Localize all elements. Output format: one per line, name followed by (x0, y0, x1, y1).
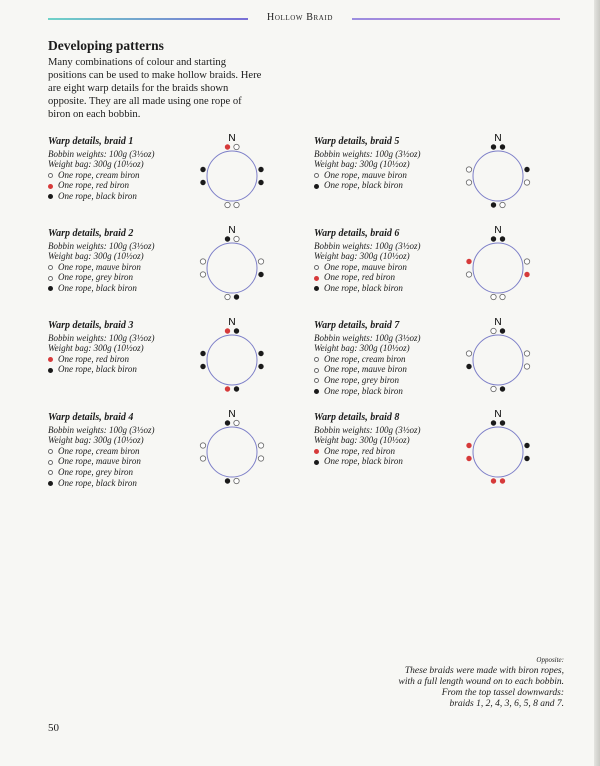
header-rule-left (48, 18, 248, 20)
rope-color-dot-black (314, 389, 319, 394)
braid-weight-line: Weight bag: 300g (10½oz) (314, 435, 410, 446)
rope-item (314, 354, 484, 365)
rope-color-dot-black (314, 286, 319, 291)
bobbin-left-cream (466, 351, 471, 356)
rope-item (48, 170, 218, 181)
bobbin-diagram-braid-2 (195, 222, 269, 302)
rope-label: One rope, red biron (324, 272, 395, 283)
rope-color-dot-black (48, 194, 53, 199)
bobbin-top-black (234, 328, 239, 333)
rope-item (314, 375, 484, 386)
warp-details-braid-5 (314, 137, 484, 191)
intro-line: Many combinations of colour and starting (48, 57, 226, 68)
rope-item (48, 191, 218, 202)
braid-weight-line: Bobbin weights: 100g (3½oz) (314, 240, 421, 251)
north-label: N (494, 133, 502, 144)
bobbin-top-black (491, 236, 496, 241)
bobbin-top-black (500, 236, 505, 241)
mirror-circle (207, 427, 257, 477)
braid-weight-line: Bobbin weights: 100g (3½oz) (48, 332, 155, 343)
rope-label: One rope, black biron (324, 282, 403, 293)
rope-item (48, 272, 218, 283)
bobbin-diagram-braid-6 (461, 222, 535, 302)
warp-details-braid-1 (48, 137, 218, 202)
bobbin-right-black (258, 364, 263, 369)
running-header: Hollow Braid (267, 12, 333, 23)
rope-label: One rope, black biron (324, 180, 403, 191)
bobbin-bottom-red (491, 478, 496, 483)
bobbin-left-black (466, 364, 471, 369)
bobbin-top-grey (234, 420, 239, 425)
rope-label: One rope, mauve biron (324, 364, 407, 375)
page-number: 50 (48, 722, 59, 734)
braid-title: Warp details, braid 8 (314, 412, 400, 423)
north-label: N (228, 317, 236, 328)
braid-title: Warp details, braid 3 (48, 320, 134, 331)
braid-weight-line: Bobbin weights: 100g (3½oz) (48, 148, 155, 159)
north-label: N (228, 133, 236, 144)
rope-color-dot-red (48, 184, 53, 189)
bobbin-top-cream (234, 144, 239, 149)
braid-weight-line: Weight bag: 300g (10½oz) (314, 251, 410, 262)
rope-item (48, 446, 218, 457)
bobbin-bottom-grey (225, 294, 230, 299)
rope-item (314, 170, 484, 181)
bobbin-top-red (225, 144, 230, 149)
braid-weight-line: Weight bag: 300g (10½oz) (48, 251, 144, 262)
north-label: N (494, 409, 502, 420)
bobbin-top-black (500, 328, 505, 333)
bobbin-right-black (524, 167, 529, 172)
bobbin-top-black (491, 420, 496, 425)
caption-heading: Opposite: (536, 656, 564, 664)
rope-color-dot-grey (48, 276, 53, 281)
rope-color-dot-cream (48, 449, 53, 454)
rope-item (314, 386, 484, 397)
braid-title: Warp details, braid 7 (314, 320, 400, 331)
bobbin-left-mauve (200, 272, 205, 277)
rope-label: One rope, mauve biron (324, 169, 407, 180)
rope-item (48, 478, 218, 489)
bobbin-left-cream (200, 443, 205, 448)
rope-item (48, 467, 218, 478)
caption-line: with a full length wound on to each bobbin. (398, 677, 564, 687)
bobbin-bottom-black (234, 294, 239, 299)
braid-weight-line: Weight bag: 300g (10½oz) (48, 435, 144, 446)
bobbin-left-red (466, 443, 471, 448)
rope-label: One rope, red biron (58, 353, 129, 364)
bobbin-bottom-mauve (491, 294, 496, 299)
warp-details-braid-6 (314, 229, 484, 294)
rope-color-dot-mauve (314, 368, 319, 373)
rope-item (314, 272, 484, 283)
warp-details-braid-2 (48, 229, 218, 294)
bobbin-left-mauve (466, 180, 471, 185)
bobbin-right-cream (524, 364, 529, 369)
bobbin-top-black (225, 420, 230, 425)
rope-label: One rope, grey biron (58, 466, 133, 477)
bobbin-bottom-cream (234, 202, 239, 207)
rope-item (48, 262, 218, 273)
bobbin-bottom-red (500, 478, 505, 483)
bobbin-top-black (500, 420, 505, 425)
warp-details-braid-7 (314, 321, 484, 396)
bobbin-bottom-mauve (500, 294, 505, 299)
bobbin-diagram-braid-4 (195, 406, 269, 486)
rope-label: One rope, mauve biron (324, 261, 407, 272)
bobbin-bottom-black (491, 202, 496, 207)
rope-label: One rope, cream biron (58, 169, 140, 180)
rope-item (314, 364, 484, 375)
bobbin-right-mauve (524, 351, 529, 356)
rope-item (48, 364, 218, 375)
rope-item (48, 283, 218, 294)
bobbin-right-red (524, 272, 529, 277)
rope-label: One rope, black biron (58, 190, 137, 201)
bobbin-top-black (500, 144, 505, 149)
north-label: N (494, 225, 502, 236)
rope-color-dot-mauve (314, 265, 319, 270)
mirror-circle (473, 335, 523, 385)
braid-weight-line: Weight bag: 300g (10½oz) (314, 159, 410, 170)
rope-color-dot-black (314, 184, 319, 189)
bobbin-bottom-black (225, 478, 230, 483)
bobbin-bottom-red (225, 386, 230, 391)
braid-weight-line: Bobbin weights: 100g (3½oz) (314, 148, 421, 159)
rope-color-dot-black (48, 481, 53, 486)
bobbin-right-cream (258, 456, 263, 461)
rope-color-dot-cream (314, 357, 319, 362)
bobbin-bottom-cream (225, 202, 230, 207)
braid-weight-line: Weight bag: 300g (10½oz) (48, 159, 144, 170)
page-edge (594, 0, 600, 766)
mirror-circle (207, 243, 257, 293)
rope-item (314, 283, 484, 294)
mirror-circle (473, 427, 523, 477)
bobbin-diagram-braid-8 (461, 406, 535, 486)
bobbin-diagram-braid-5 (461, 130, 535, 210)
rope-color-dot-black (48, 286, 53, 291)
rope-color-dot-cream (48, 173, 53, 178)
rope-label: One rope, cream biron (58, 445, 140, 456)
bobbin-top-black (225, 236, 230, 241)
mirror-circle (473, 243, 523, 293)
caption-line: These braids were made with biron ropes, (404, 666, 564, 676)
rope-label: One rope, grey biron (58, 272, 133, 283)
bobbin-left-grey (200, 259, 205, 264)
rope-color-dot-grey (314, 378, 319, 383)
bobbin-left-mauve (466, 167, 471, 172)
braid-title: Warp details, braid 6 (314, 228, 400, 239)
bobbin-right-black (524, 443, 529, 448)
intro-line: are eight warp details for the braids shown (48, 83, 229, 94)
braid-weight-line: Bobbin weights: 100g (3½oz) (48, 424, 155, 435)
rope-label: One rope, red biron (58, 180, 129, 191)
intro-line: opposite. They are all made using one rope of (48, 96, 242, 107)
mirror-circle (207, 335, 257, 385)
rope-color-dot-black (314, 460, 319, 465)
braid-weight-line: Weight bag: 300g (10½oz) (48, 343, 144, 354)
bobbin-bottom-mauve (500, 202, 505, 207)
bobbin-right-black (258, 167, 263, 172)
rope-color-dot-red (48, 357, 53, 362)
intro-line: biron on each bobbin. (48, 109, 141, 120)
rope-label: One rope, grey biron (324, 374, 399, 385)
rope-label: One rope, mauve biron (58, 261, 141, 272)
braid-title: Warp details, braid 1 (48, 136, 134, 147)
rope-label: One rope, black biron (58, 364, 137, 375)
caption-line: From the top tassel downwards: (441, 688, 564, 698)
section-title: Developing patterns (48, 38, 164, 53)
rope-label: One rope, black biron (58, 282, 137, 293)
rope-label: One rope, mauve biron (58, 456, 141, 467)
rope-item (48, 354, 218, 365)
bobbin-left-black (200, 167, 205, 172)
bobbin-right-mauve (524, 259, 529, 264)
caption (324, 655, 564, 710)
rope-item (314, 456, 484, 467)
warp-details-braid-4 (48, 413, 218, 488)
bobbin-left-red (466, 456, 471, 461)
north-label: N (494, 317, 502, 328)
warp-details-braid-3 (48, 321, 218, 375)
bobbin-bottom-black (500, 386, 505, 391)
bobbin-top-grey (491, 328, 496, 333)
bobbin-left-cream (200, 456, 205, 461)
rope-label: One rope, black biron (324, 385, 403, 396)
bobbin-right-black (524, 456, 529, 461)
bobbin-right-cream (258, 443, 263, 448)
bobbin-left-black (200, 180, 205, 185)
bobbin-right-black (258, 180, 263, 185)
rope-color-dot-mauve (48, 265, 53, 270)
bobbin-diagram-braid-1 (195, 130, 269, 210)
rope-label: One rope, black biron (58, 477, 137, 488)
bobbin-top-red (225, 328, 230, 333)
braid-title: Warp details, braid 5 (314, 136, 400, 147)
mirror-circle (207, 151, 257, 201)
rope-color-dot-mauve (48, 460, 53, 465)
intro-paragraph (48, 56, 308, 121)
bobbin-bottom-grey (491, 386, 496, 391)
rope-item (48, 456, 218, 467)
bobbin-bottom-mauve (234, 478, 239, 483)
bobbin-right-black (258, 272, 263, 277)
rope-label: One rope, red biron (324, 445, 395, 456)
rope-color-dot-black (48, 368, 53, 373)
bobbin-right-black (258, 351, 263, 356)
warp-details-braid-8 (314, 413, 484, 467)
braid-weight-line: Bobbin weights: 100g (3½oz) (314, 332, 421, 343)
bobbin-diagram-braid-7 (461, 314, 535, 394)
bobbin-left-black (200, 351, 205, 356)
mirror-circle (473, 151, 523, 201)
north-label: N (228, 409, 236, 420)
caption-line: braids 1, 2, 4, 3, 6, 5, 8 and 7. (449, 699, 564, 709)
braid-title: Warp details, braid 2 (48, 228, 134, 239)
rope-item (48, 180, 218, 191)
rope-color-dot-mauve (314, 173, 319, 178)
bobbin-top-grey (234, 236, 239, 241)
bobbin-left-red (466, 259, 471, 264)
bobbin-left-mauve (466, 272, 471, 277)
rope-item (314, 262, 484, 273)
braid-weight-line: Weight bag: 300g (10½oz) (314, 343, 410, 354)
bobbin-diagram-braid-3 (195, 314, 269, 394)
braid-weight-line: Bobbin weights: 100g (3½oz) (314, 424, 421, 435)
rope-item (314, 446, 484, 457)
bobbin-right-mauve (524, 180, 529, 185)
header-rule-right (352, 18, 560, 20)
bobbin-top-black (491, 144, 496, 149)
rope-item (314, 180, 484, 191)
rope-color-dot-red (314, 276, 319, 281)
rope-label: One rope, black biron (324, 456, 403, 467)
rope-label: One rope, cream biron (324, 353, 406, 364)
bobbin-right-mauve (258, 259, 263, 264)
rope-color-dot-grey (48, 470, 53, 475)
bobbin-bottom-black (234, 386, 239, 391)
bobbin-left-black (200, 364, 205, 369)
rope-color-dot-red (314, 449, 319, 454)
intro-line: positions can be used to make hollow braids. Here (48, 70, 262, 81)
braid-weight-line: Bobbin weights: 100g (3½oz) (48, 240, 155, 251)
north-label: N (228, 225, 236, 236)
braid-title: Warp details, braid 4 (48, 412, 134, 423)
